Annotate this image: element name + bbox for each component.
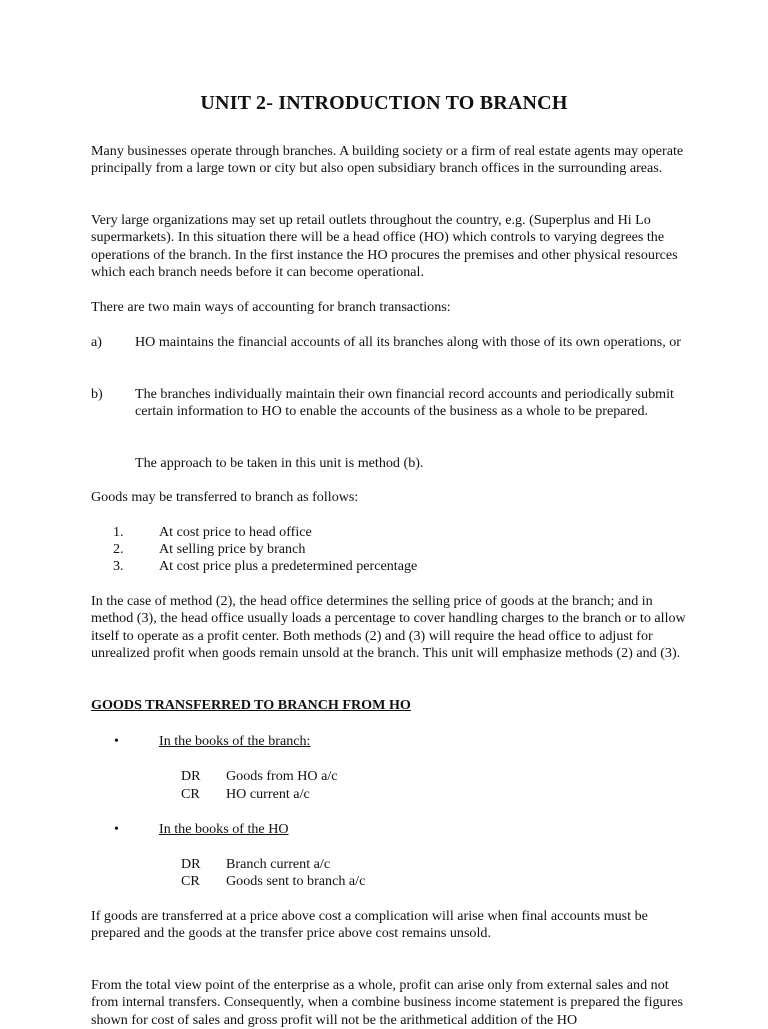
paragraph-methods-detail: In the case of method (2), the head office determines the selling price of goods at the branch; and in method (3), the head office usually loads a percentage to cover handling charges to the branch or to allow itself to operate as a profit center. Both methods (2) and (3) will require the head office to adjust for unrealized profit when goods remain unsold at the branch. This unit will emphasize methods (2) and (3). xyxy=(91,593,686,661)
bullet-branch: • xyxy=(114,734,119,749)
method-number-3: 3. xyxy=(113,558,124,574)
entry-text: Goods from HO a/c xyxy=(226,768,338,784)
method-number-1: 1. xyxy=(113,524,124,540)
page-title: UNIT 2- INTRODUCTION TO BRANCH xyxy=(200,92,568,114)
entry-text: Goods sent to branch a/c xyxy=(226,873,366,889)
entry-code: DR xyxy=(181,768,201,784)
entry-text: Branch current a/c xyxy=(226,856,331,872)
paragraph-organizations: Very large organizations may set up retail outlets throughout the country, e.g. (Superplus and Hi Lo supermarkets). In this situation there will be a head office (HO) which controls to varying degrees the operations of the branch. In the first instance the HO procures the premises and other physical resources which each branch needs before it can become operational. xyxy=(91,212,678,280)
entry-code: CR xyxy=(181,873,200,889)
bullet-ho: • xyxy=(114,822,119,837)
paragraph-accounting-ways: There are two main ways of accounting for branch transactions: xyxy=(91,299,451,315)
list-label-b: b) xyxy=(91,386,103,402)
method-text-1: At cost price to head office xyxy=(159,524,312,540)
entry-code: CR xyxy=(181,786,200,802)
method-number-2: 2. xyxy=(113,541,124,557)
paragraph-approach: The approach to be taken in this unit is method (b). xyxy=(135,455,424,471)
list-label-a: a) xyxy=(91,334,102,350)
paragraph-complication: If goods are transferred at a price above cost a complication will arise when final accounts must be prepared and the goods at the transfer price above cost remains unsold. xyxy=(91,908,648,942)
paragraph-enterprise-view: From the total view point of the enterprise as a whole, profit can arise only from external sales and not from internal transfers. Consequently, when a combine business income statement is prepared the figures shown for cost of sales and gross profit will not be the arithmetical addition of the HO xyxy=(91,977,684,1028)
list-item-b: The branches individually maintain their own financial record accounts and periodically submit certain information to HO to enable the accounts of the business as a whole to be prepared. xyxy=(135,386,674,420)
method-text-2: At selling price by branch xyxy=(159,541,306,557)
paragraph-goods-intro: Goods may be transferred to branch as follows: xyxy=(91,489,359,505)
list-item-a: HO maintains the financial accounts of all its branches along with those of its own operations, or xyxy=(135,334,682,350)
entry-text: HO current a/c xyxy=(226,786,310,802)
method-text-3: At cost price plus a predetermined percentage xyxy=(159,558,418,574)
entry-code: DR xyxy=(181,856,201,872)
section-heading: GOODS TRANSFERRED TO BRANCH FROM HO xyxy=(91,697,411,713)
books-ho-title: In the books of the HO xyxy=(159,821,289,837)
paragraph-intro: Many businesses operate through branches. A building society or a firm of real estate agents may operate principally from a large town or city but also open subsidiary branch offices in the surrounding areas. xyxy=(91,143,684,177)
books-branch-title: In the books of the branch: xyxy=(159,733,311,749)
